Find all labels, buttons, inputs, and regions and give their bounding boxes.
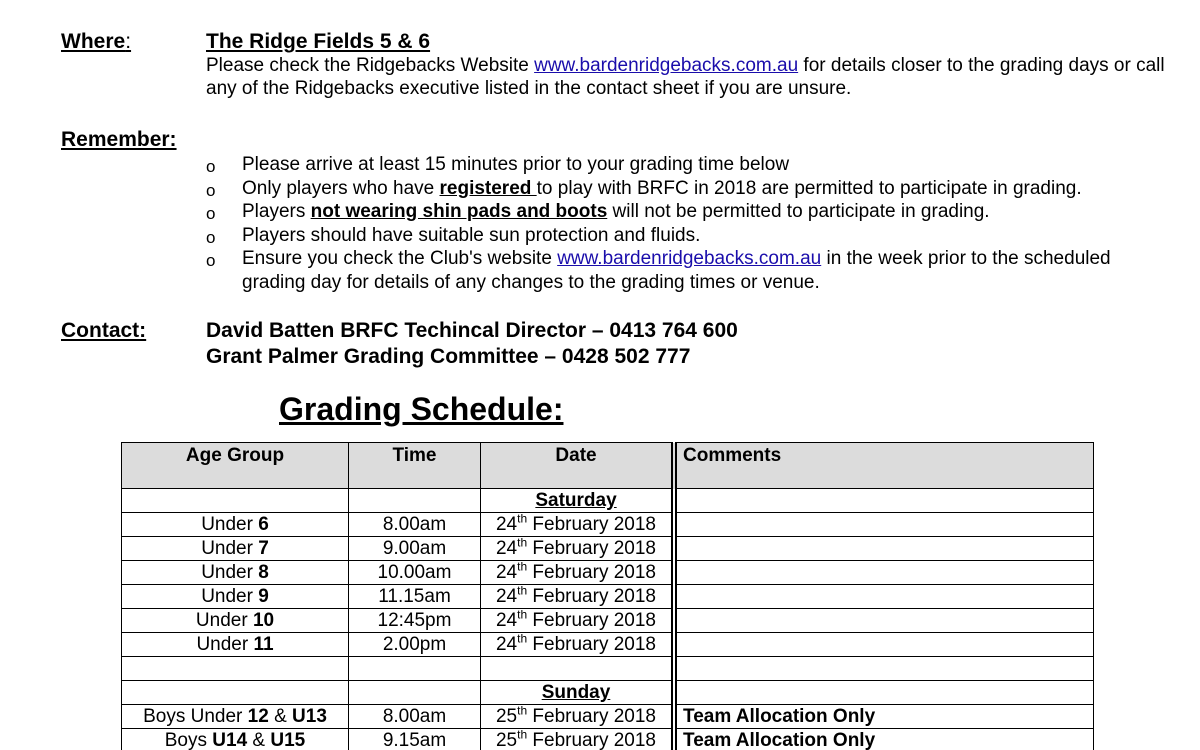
age-text: Under: [201, 586, 259, 607]
age-number: 11: [253, 634, 274, 655]
time-cell: 8.00am: [349, 705, 481, 729]
time-cell: 9.15am: [349, 729, 481, 750]
emphasis-text: registered: [439, 177, 537, 199]
table-row: [122, 489, 1094, 513]
bullet-icon: o: [206, 251, 216, 270]
schedule-table: [121, 442, 1094, 750]
age-number: U14: [212, 730, 248, 750]
bullet-text: Players: [242, 201, 311, 222]
header-time: Time: [349, 443, 481, 489]
age-text: Under: [201, 514, 259, 535]
day-heading-saturday: Saturday: [481, 489, 675, 513]
schedule-title: Grading Schedule:: [279, 391, 564, 427]
time-cell: 10.00am: [349, 561, 481, 585]
list-item: [206, 247, 1166, 294]
age-text: Under: [201, 562, 259, 583]
website-link[interactable]: www.bardenridgebacks.com.au: [534, 55, 799, 76]
contact-section: [206, 318, 738, 370]
bullet-icon: o: [206, 180, 216, 200]
header-date: Date: [481, 443, 675, 489]
contact-line-1: David Batten BRFC Techincal Director – 0413 764 600: [206, 319, 738, 342]
age-number: 9: [258, 586, 269, 607]
where-section: [206, 30, 1166, 100]
date-cell: 25th February 2018: [481, 705, 675, 729]
where-text-before: Please check the Ridgebacks Website: [206, 55, 535, 76]
bullet-text: to play with BRFC in 2018 are permitted to participate in grading.: [536, 177, 1082, 199]
table-row: [122, 657, 1094, 681]
date-cell: 24th February 2018: [481, 561, 675, 585]
age-text: Boys Under: [143, 706, 248, 727]
bullet-text: Please arrive at least 15 minutes prior to your grading time below: [242, 154, 790, 175]
time-cell: 11.15am: [349, 585, 481, 609]
time-cell: 2.00pm: [349, 633, 481, 657]
date-cell: 24th February 2018: [481, 585, 675, 609]
bullet-text: Ensure you check the Club's website: [242, 248, 558, 269]
table-row: [122, 633, 1094, 657]
age-number: 8: [258, 562, 269, 583]
header-age-group: Age Group: [122, 443, 349, 489]
where-text-after: for details closer to the grading days or call any of the Ridgebacks executive listed in the contact sheet if you are unsure.: [206, 55, 1165, 99]
age-number: 7: [258, 538, 269, 559]
table-row: [122, 513, 1094, 537]
bullet-text: will not be permitted to participate in grading.: [607, 201, 990, 222]
remember-label: Remember:: [61, 128, 177, 151]
day-heading-sunday: Sunday: [481, 681, 675, 705]
age-number: U15: [270, 730, 306, 750]
age-text: Under: [196, 634, 254, 655]
bullet-text: Players should have suitable sun protection and fluids.: [242, 224, 701, 246]
table-row: [122, 681, 1094, 705]
age-text: Under: [195, 610, 253, 631]
time-cell: 12:45pm: [349, 609, 481, 633]
emphasis-text: not wearing shin pads and boots: [310, 201, 608, 222]
age-number: U13: [292, 706, 327, 727]
remember-list: [206, 153, 1166, 294]
date-cell: 24th February 2018: [481, 633, 675, 657]
table-row: Boys U14 & U15 9.15am 25th February 2018 Team Allocation Only: [122, 729, 1094, 750]
website-link[interactable]: www.bardenridgebacks.com.au: [557, 248, 822, 269]
list-item: [206, 224, 1166, 248]
age-number: 6: [258, 514, 269, 535]
table-row: [122, 561, 1094, 585]
bullet-icon: o: [206, 227, 216, 247]
time-cell: 8.00am: [349, 513, 481, 537]
where-label: Where:: [61, 30, 132, 53]
bullet-text: Only players who have: [242, 177, 440, 199]
table-row: [122, 537, 1094, 561]
contact-line-2: Grant Palmer Grading Committee – 0428 502 777: [206, 345, 691, 368]
list-item: [206, 153, 1166, 177]
table-header-row: [122, 443, 1094, 489]
date-cell: 25th February 2018: [481, 729, 675, 750]
table-row: [122, 609, 1094, 633]
bullet-text: in the week prior to the scheduled grading day for details of any changes to the grading times or venue.: [242, 248, 1111, 293]
header-comments: Comments: [674, 443, 1094, 489]
bullet-icon: o: [206, 204, 216, 223]
list-item: [206, 200, 1166, 224]
venue-title: The Ridge Fields 5 & 6: [206, 30, 431, 53]
comment-cell: Team Allocation Only: [674, 705, 1094, 729]
contact-label: Contact:: [61, 319, 147, 342]
age-text: Under: [201, 538, 259, 559]
age-number: 12: [247, 706, 269, 727]
age-text: Boys: [164, 730, 213, 750]
list-item: [206, 177, 1166, 201]
comment-cell: Team Allocation Only: [674, 729, 1094, 750]
time-cell: 9.00am: [349, 537, 481, 561]
age-number: 10: [252, 610, 275, 631]
date-cell: 24th February 2018: [481, 609, 675, 633]
table-row: [122, 585, 1094, 609]
date-cell: 24th February 2018: [481, 513, 675, 537]
bullet-icon: o: [206, 157, 216, 176]
date-cell: 24th February 2018: [481, 537, 675, 561]
table-row: Boys Under 12 & U13 8.00am 25th February 2018 Team Allocation Only: [122, 705, 1094, 729]
